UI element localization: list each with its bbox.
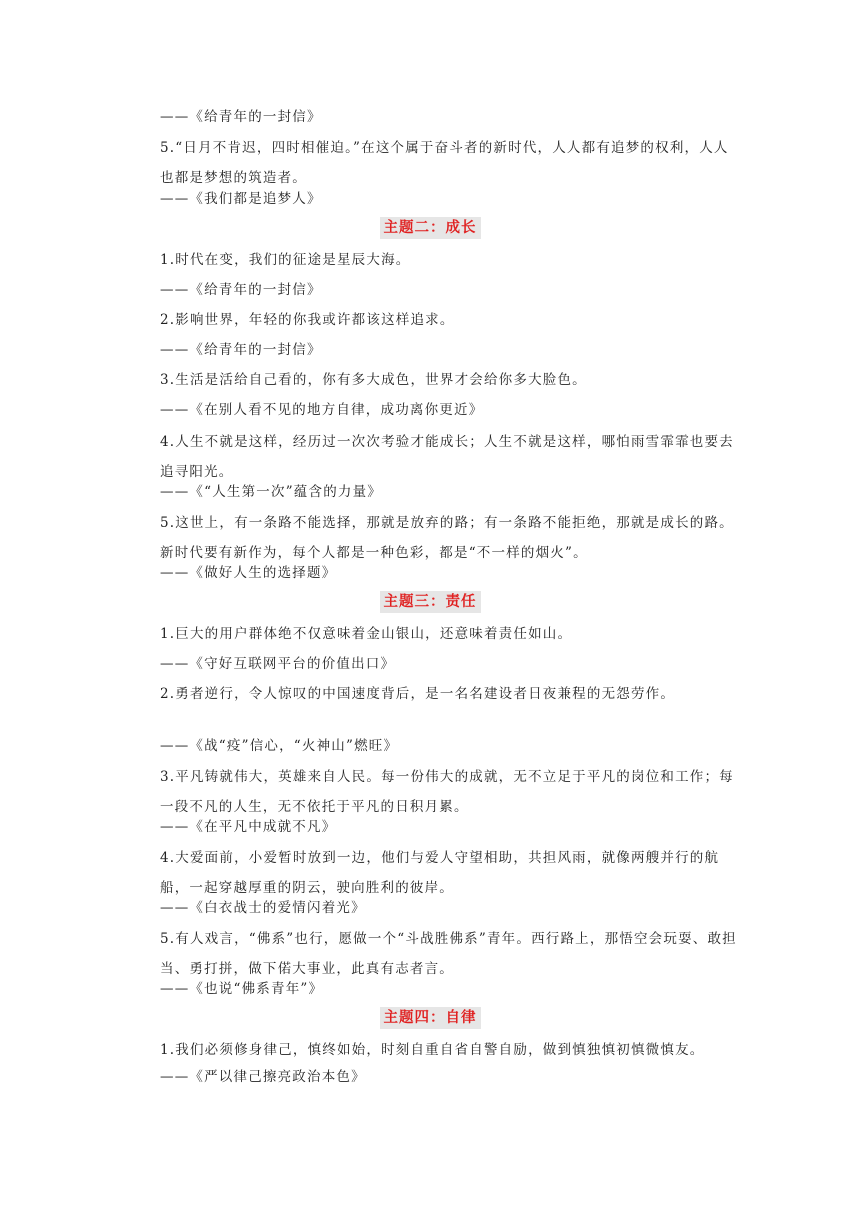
source-line: ——《在别人看不见的地方自律，成功离你更近》 (160, 402, 484, 418)
quote-paragraph: 2.影响世界，年轻的你我或许都该这样追求。 (160, 312, 455, 328)
quote-paragraph: 3.平凡铸就伟大，英雄来自人民。每一份伟大的成就，无不立足于平凡的岗位和工作；每一段不凡的人生，无不依托于平凡的日积月累。 (160, 769, 734, 815)
source-line: ——《给青年的一封信》 (160, 109, 322, 125)
quote-paragraph: 5.有人戏言，“佛系”也行，愿做一个“斗战胜佛系”青年。西行路上，那悟空会玩耍、敢担当、勇打拼，做下偌大事业，此真有志者言。 (160, 931, 737, 977)
quote-paragraph: 5.“日月不肯迟，四时相催迫。”在这个属于奋斗者的新时代，人人都有追梦的权利，人人也都是梦想的筑造者。 (160, 140, 729, 186)
source-line: ——《也说“佛系青年”》 (160, 981, 324, 997)
source-line: ——《白衣战士的爱情闪着光》 (160, 900, 366, 916)
source-line: ——《“人生第一次”蕴含的力量》 (160, 484, 383, 500)
section-heading (0, 1007, 860, 1031)
source-line: ——《在平凡中成就不凡》 (160, 819, 337, 835)
quote-paragraph: 1.我们必须修身律己，慎终如始，时刻自重自省自警自励，做到慎独慎初慎微慎友。 (160, 1042, 705, 1058)
source-line: ——《守好互联网平台的价值出口》 (160, 656, 396, 672)
quote-paragraph: 5.这世上，有一条路不能选择，那就是放弃的路；有一条路不能拒绝，那就是成长的路。新时代要有新作为，每个人都是一种色彩，都是“不一样的烟火”。 (160, 515, 734, 561)
section-heading (0, 217, 860, 241)
quote-paragraph: 4.人生不就是这样，经历过一次次考验才能成长；人生不就是这样，哪怕雨雪霏霏也要去追寻阳光。 (160, 434, 734, 480)
section-heading-label: 主题二：成长 (380, 217, 481, 239)
source-line: ——《给青年的一封信》 (160, 282, 322, 298)
source-line: ——《做好人生的选择题》 (160, 565, 337, 581)
section-heading (0, 591, 860, 615)
section-heading-label: 主题三：责任 (380, 591, 481, 613)
source-line: ——《我们都是追梦人》 (160, 191, 322, 207)
quote-paragraph: 1.巨大的用户群体绝不仅意味着金山银山，还意味着责任如山。 (160, 626, 573, 642)
section-heading-label: 主题四：自律 (380, 1007, 481, 1029)
quote-paragraph: 3.生活是活给自己看的，你有多大成色，世界才会给你多大脸色。 (160, 372, 587, 388)
quote-paragraph: 4.大爱面前，小爱暂时放到一边，他们与爱人守望相助，共担风雨，就像两艘并行的航船，一起穿越厚重的阴云，驶向胜利的彼岸。 (160, 850, 720, 896)
source-line: ——《严以律己擦亮政治本色》 (160, 1069, 366, 1085)
source-line: ——《给青年的一封信》 (160, 342, 322, 358)
quote-paragraph: 2.勇者逆行，令人惊叹的中国速度背后，是一名名建设者日夜兼程的无怨劳作。 (160, 686, 676, 702)
quote-paragraph: 1.时代在变，我们的征途是星辰大海。 (160, 252, 411, 268)
source-line: ——《战“疫”信心，“火神山”燃旺》 (160, 738, 399, 754)
